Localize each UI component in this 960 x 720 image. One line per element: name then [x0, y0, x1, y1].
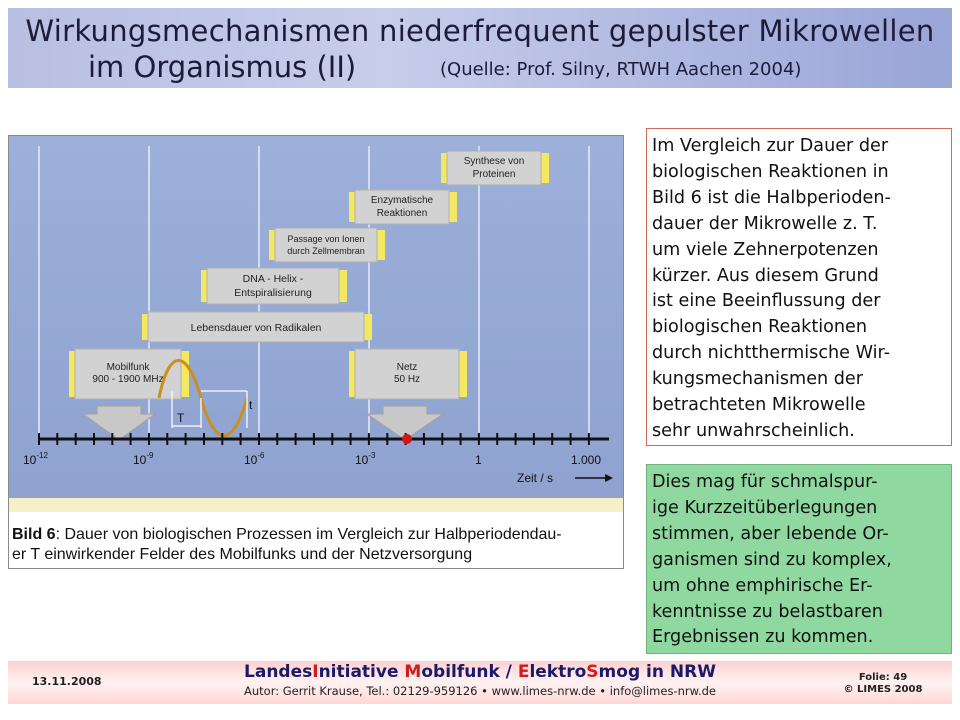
- box1-line: biologischen Reaktionen: [652, 317, 867, 338]
- tick-label-1e-6: $10^{-6}$: [244, 451, 265, 467]
- footer-slide-info: [828, 672, 938, 696]
- box-mobilfunk: [69, 349, 189, 399]
- box-netz: [349, 349, 467, 399]
- tick-label-1000: 1.000: [571, 453, 602, 467]
- diagram-strip: [9, 498, 623, 512]
- svg-text:Entspiralisierung: Entspiralisierung: [234, 287, 312, 299]
- box2-line: um ohne emphirische Er-: [652, 575, 873, 596]
- box1-line: um viele Zehnerpotenzen: [652, 239, 879, 260]
- box1-line: Im Vergleich zur Dauer der: [652, 136, 889, 156]
- svg-text:Netz: Netz: [396, 362, 418, 373]
- svg-text:Lebensdauer von Radikalen: Lebensdauer von Radikalen: [190, 322, 322, 334]
- svg-text:Mobilfunk: Mobilfunk: [106, 362, 150, 373]
- box-passage-ionen: [269, 228, 385, 262]
- box-synthese-proteinen: [441, 151, 549, 185]
- box1-line: dauer der Mikrowelle z. T.: [652, 213, 878, 234]
- box-lebensdauer-radikalen: [142, 312, 372, 342]
- box2-line: Ergebnissen zu kommen.: [652, 627, 874, 648]
- box2-line: ganismen sind zu komplex,: [652, 549, 892, 570]
- box1-line: Bild 6 ist die Halbperioden-: [652, 187, 891, 208]
- period-label: T: [177, 411, 185, 425]
- svg-text:Synthese von: Synthese von: [463, 156, 525, 167]
- footer-organization: LandesInitiative Mobilfunk / ElektroSmog in NRW: [244, 662, 716, 682]
- tick-label-1e-12: $10^{-12}$: [23, 451, 48, 467]
- caption-line1-rest: : Dauer von biologischen Prozessen im Vergleich zur Halbperiodendau-: [55, 526, 562, 543]
- explanation-box: [646, 128, 952, 446]
- box1-line: sehr unwahrscheinlich.: [652, 420, 855, 441]
- page-title-source: (Quelle: Prof. Silny, RTWH Aachen 2004): [440, 59, 802, 80]
- footer-copyright: © LIMES 2008: [843, 684, 923, 695]
- box2-line: kenntnisse zu belastbaren: [652, 601, 883, 622]
- box2-line: ige Kurzzeitüberlegungen: [652, 497, 878, 518]
- box1-line: biologischen Reaktionen in: [652, 161, 889, 182]
- tick-label-1e-3: $10^{-3}$: [355, 451, 376, 467]
- axis-label: Zeit / s: [517, 471, 554, 485]
- page-title-line2: im Organismus (II): [88, 50, 357, 84]
- footer: [8, 661, 952, 704]
- box2-line: stimmen, aber lebende Or-: [652, 523, 889, 544]
- time-label: t: [249, 398, 253, 412]
- box1-line: durch nichtthermische Wir-: [652, 343, 890, 364]
- box2-line: Dies mag für schmalspur-: [652, 472, 878, 492]
- box1-line: kungsmechanismen der: [652, 369, 863, 390]
- caption-line2: er T einwirkender Felder des Mobilfunks und der Netzversorgung: [12, 546, 473, 563]
- footer-slide-number: Folie: 49: [858, 672, 908, 683]
- svg-text:50 Hz: 50 Hz: [393, 374, 421, 385]
- comment-box: [646, 464, 952, 654]
- footer-date: 13.11.2008: [32, 675, 102, 688]
- tick-label-1: 1: [475, 453, 482, 467]
- figure-caption: [12, 525, 620, 565]
- timescale-diagram: [9, 136, 623, 568]
- svg-text:durch Zellmembran: durch Zellmembran: [287, 246, 365, 256]
- footer-author: Autor: Gerrit Krause, Tel.: 02129-959126 • www.limes-nrw.de • info@limes-nrw.de: [244, 684, 716, 698]
- tick-label-1e-9: $10^{-9}$: [133, 451, 154, 467]
- box1-line: ist eine Beeinflussung der: [652, 291, 881, 312]
- box-enzymatische-reaktionen: [349, 190, 457, 224]
- svg-text:Reaktionen: Reaktionen: [376, 208, 428, 219]
- svg-text:Enzymatische: Enzymatische: [370, 195, 434, 206]
- box1-line: kürzer. Aus diesem Grund: [652, 265, 879, 286]
- caption-bold: Bild 6: [12, 526, 56, 543]
- netz-marker-dot: [402, 434, 412, 444]
- title-bar: [8, 8, 952, 88]
- box1-line: betrachteten Mikrowelle: [652, 395, 866, 416]
- box-dna-helix: [201, 268, 347, 304]
- svg-text:900 - 1900 MHz: 900 - 1900 MHz: [92, 374, 164, 385]
- figure-bild-6: [8, 135, 624, 569]
- page-title-line1: Wirkungsmechanismen niederfrequent gepulster Mikrowellen: [25, 14, 935, 48]
- svg-text:DNA - Helix -: DNA - Helix -: [242, 273, 304, 285]
- svg-text:Passage von Ionen: Passage von Ionen: [287, 234, 365, 244]
- svg-text:Proteinen: Proteinen: [472, 169, 516, 180]
